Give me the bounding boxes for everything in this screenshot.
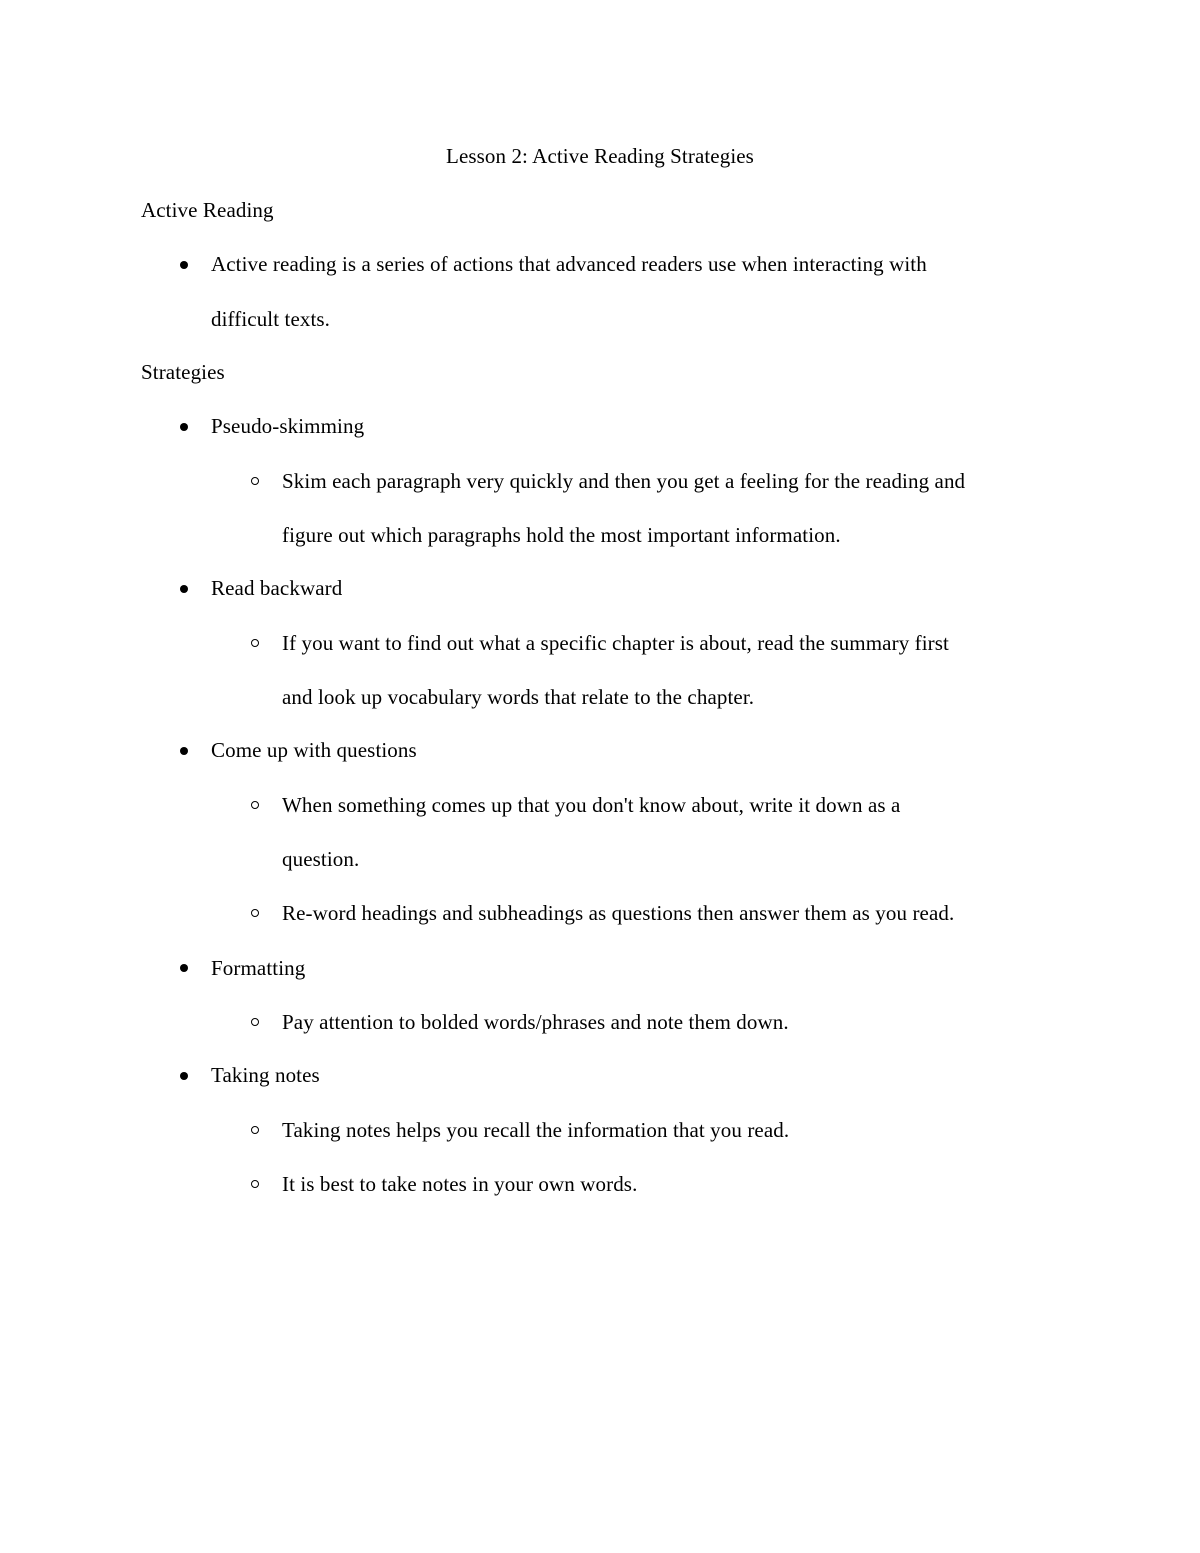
bullet-dot-icon — [180, 747, 188, 755]
sub-item-text: When something comes up that you don't know about, write it down as a — [282, 793, 901, 817]
sub-item-text: If you want to find out what a specific chapter is about, read the summary first — [282, 631, 949, 655]
bullet-circle-icon — [251, 1180, 259, 1188]
bullet-dot-icon — [180, 964, 188, 972]
bullet-circle-icon — [251, 639, 259, 647]
bullet-circle-icon — [251, 801, 259, 809]
list-item-taking-notes: Taking notes — [211, 1063, 320, 1087]
section-heading-active-reading: Active Reading — [141, 198, 274, 222]
list-item-text-continued: difficult texts. — [211, 307, 331, 331]
bullet-dot-icon — [180, 1072, 188, 1080]
bullet-circle-icon — [251, 1126, 259, 1134]
sub-item-text: Pay attention to bolded words/phrases and note them down. — [282, 1010, 789, 1034]
bullet-dot-icon — [180, 261, 188, 269]
bullet-dot-icon — [180, 423, 188, 431]
list-item-read-backward: Read backward — [211, 576, 343, 600]
list-item-pseudo-skimming: Pseudo-skimming — [211, 414, 365, 438]
sub-item-text-continued: figure out which paragraphs hold the most important information. — [282, 523, 841, 547]
page-title: Lesson 2: Active Reading Strategies — [446, 144, 754, 168]
sub-item-text: Taking notes helps you recall the information that you read. — [282, 1118, 790, 1142]
bullet-circle-icon — [251, 477, 259, 485]
list-item-come-up-with-questions: Come up with questions — [211, 738, 417, 762]
sub-item-text: Re-word headings and subheadings as questions then answer them as you read. — [282, 901, 955, 925]
sub-item-text: Skim each paragraph very quickly and then you get a feeling for the reading and — [282, 469, 966, 493]
bullet-circle-icon — [251, 909, 259, 917]
section-heading-strategies: Strategies — [141, 360, 225, 384]
sub-item-text-continued: and look up vocabulary words that relate to the chapter. — [282, 685, 755, 709]
list-item-formatting: Formatting — [211, 956, 306, 980]
bullet-dot-icon — [180, 585, 188, 593]
bullet-circle-icon — [251, 1018, 259, 1026]
sub-item-text: It is best to take notes in your own words. — [282, 1172, 638, 1196]
list-item-text: Active reading is a series of actions that advanced readers use when interacting with — [211, 252, 927, 276]
sub-item-text-continued: question. — [282, 847, 360, 871]
